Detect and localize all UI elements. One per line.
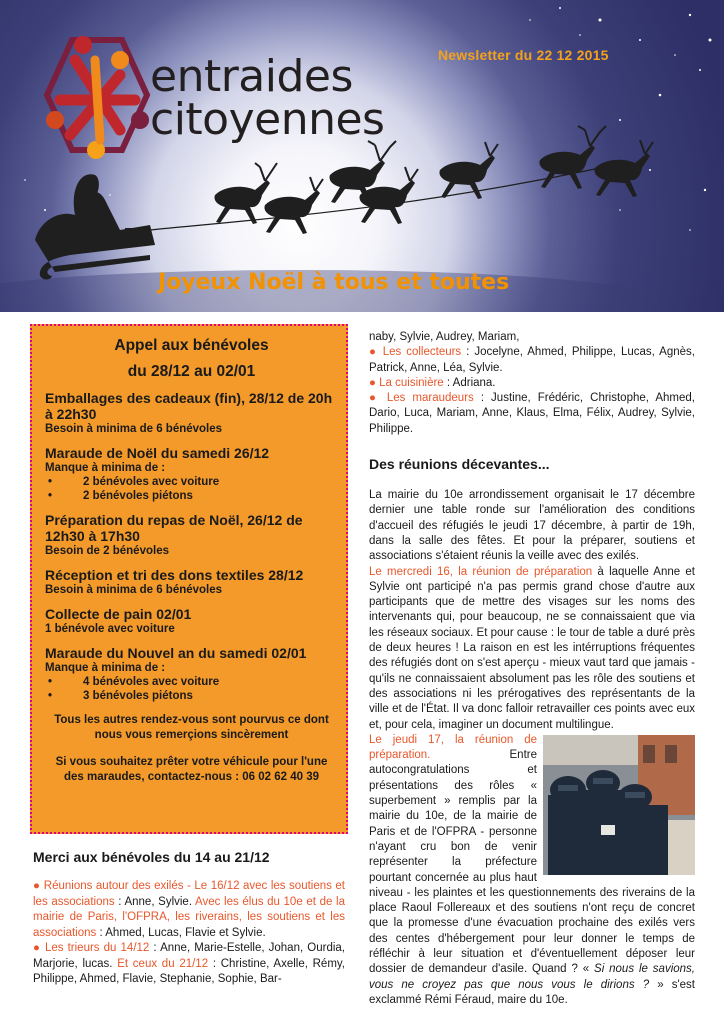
thanks-sorters-paragraph	[33, 941, 345, 988]
thursday-meeting-label: Le jeudi 17, la réunion de préparation.	[369, 733, 537, 762]
continued-names: naby, Sylvie, Audrey, Mariam,	[369, 331, 520, 343]
thursday-meeting-end: » s'est exclammé Rémi Féraud, maire du 10e.	[369, 978, 696, 1006]
meetings-section-title: Des réunions décevantes...	[369, 456, 550, 473]
christmas-greeting: Joyeux Noël à tous et toutes	[158, 270, 510, 295]
collectors-paragraph	[369, 345, 695, 376]
sleigh-silhouette	[35, 174, 155, 279]
officials-names: : Ahmed, Lucas, Flavie et Sylvie.	[96, 926, 266, 939]
event-needs-list	[45, 475, 338, 503]
appeal-title: Appel aux bénévoles	[114, 337, 269, 354]
patrol-paragraph	[369, 391, 695, 437]
right-column	[369, 330, 695, 1008]
thanks-section-title: Merci aux bénévoles du 14 au 21/12	[33, 849, 270, 865]
patrol-label: ● Les maraudeurs	[369, 392, 474, 405]
cook-label: ● La cuisinière	[369, 376, 444, 389]
article-paragraph-2	[369, 565, 695, 733]
wednesday-meeting-label: Le mercredi 16, la réunion de préparation	[369, 565, 593, 578]
thanks-section-body	[33, 879, 345, 988]
newsletter-header	[0, 0, 724, 312]
event-textile-sorting	[45, 567, 338, 597]
collectors-label: ● Les collecteurs	[369, 346, 462, 359]
wednesday-meeting-text: à laquelle Anne et Sylvie ont participé n'a pas permis grand chose d'autre aux participants que de mettre des visages sur les noms des intervenants qui, pour beaucoup, ne se connaissaient que via les réseaux sociaux. Et pour cause : le tour de table a duré près de deux heures ! La raison en est les intérruptions fréquentes des réfugiés dont on s'est aperçu - mieux vaut tard que jamais - qu'ils ne connaissaient absolument pas les rôle des soutiens et des associations ni les prérogatives des représentants de la ville et de l'État. Il va donc falloir retravailler ces points avec eux et, pour cela, imaginer un document multilingue.	[369, 565, 695, 731]
event-note: Besoin de 2 bénévoles	[45, 545, 169, 557]
event-christmas-meal	[45, 512, 338, 558]
santa-sleigh-illustration	[0, 0, 724, 312]
meetings-label: ● Réunions autour des exilés - Le 16/12 avec les soutiens et les associations	[33, 880, 345, 908]
article-paragraph-1: La mairie du 10e arrondissement organisait le 17 décembre dernier une table ronde sur l'amélioration des conditions d'accueil des réfugiés le jeudi 17 décembre, à partir de 19h, dans la salle des fêtes. Et pour la préparer, soutiens et associations s'étaient réunis la veille avec des exilés.	[369, 489, 695, 563]
event-note: 1 bénévole avec voiture	[45, 623, 175, 635]
appeal-dates: du 28/12 au 02/01	[127, 363, 256, 380]
sorters-names: : Anne, Marie-Estelle, Johan, Ourdia, Marjorie, lucas.	[33, 942, 345, 970]
event-note: Besoin à minima de 6 bénévoles	[45, 423, 223, 435]
newsletter-date: Newsletter du 22 12 2015	[438, 47, 609, 63]
brand-wordmark	[150, 51, 385, 145]
sorters-21-label: Et ceux du 21/12	[117, 957, 209, 970]
list-item: • 3 bénévoles piétons	[45, 689, 338, 703]
event-note: Manque à minima de :	[45, 662, 166, 674]
sorters-label: ● Les trieurs du 14/12	[33, 942, 150, 954]
event-title: Préparation du repas de Noël, 26/12 de 12h30 à 17h30	[45, 512, 303, 544]
list-item: • 2 bénévoles avec voiture	[45, 475, 338, 489]
event-note: Manque à minima de :	[45, 462, 166, 474]
collectors-names: : Jocelyne, Ahmed, Philippe, Lucas, Agnès, Patrick, Anne, Léa, Sylvie.	[369, 346, 695, 374]
event-bread-collection	[45, 606, 338, 636]
officials-label: Avec les élus du 10e et de la mairie de Paris, l'OFPRA, les riverains, les soutiens et les associations	[33, 895, 345, 939]
mayor-quote: Si nous le savions, vous ne croyez pas que nous vous le dirions ?	[369, 963, 695, 991]
vehicle-contact-text: Si vous souhaitez prêter votre véhicule pour l'une des maraudes, contactez-nous : 06 02 62 40 39	[55, 756, 328, 783]
meetings-names: : Anne, Sylvie.	[114, 895, 196, 908]
event-title: Emballages des cadeaux (fin), 28/12 de 20h à 22h30	[45, 390, 333, 422]
patrol-names: : Justine, Frédéric, Christophe, Ahmed, Dario, Luca, Mariam, Anne, Klaus, Elma, Félix, Audrey, Sylvie, Philippe.	[369, 392, 695, 435]
event-title: Maraude du Nouvel an du samedi 02/01	[45, 645, 307, 661]
event-new-year-patrol	[45, 645, 338, 703]
list-item: • 2 bénévoles piétons	[45, 489, 338, 503]
cook-names: : Adriana.	[443, 376, 496, 389]
cook-paragraph	[369, 376, 695, 391]
appeal-closing-text: Tous les autres rendez-vous sont pourvus ce dont nous vous remerçions sincèrement	[54, 714, 329, 741]
event-needs-list	[45, 675, 338, 703]
sorters-21-names: : Christine, Axelle, Rémy, Philippe, Ahmed, Flavie, Stephanie, Sophie, Bar-	[33, 957, 346, 985]
entraides-logo-icon	[46, 36, 149, 159]
article-paragraph-3	[369, 733, 695, 1008]
thanks-meetings-paragraph	[33, 879, 345, 941]
event-title: Collecte de pain 02/01	[45, 606, 192, 622]
list-item: • 4 bénévoles avec voiture	[45, 675, 338, 689]
brand-line-2: citoyennes	[150, 94, 385, 145]
brand-line-1: entraides	[150, 51, 353, 102]
volunteer-appeal-box	[30, 324, 348, 834]
event-title: Maraude de Noël du samedi 26/12	[45, 445, 270, 461]
event-gift-wrapping	[45, 390, 338, 436]
event-christmas-patrol	[45, 445, 338, 503]
event-note: Besoin à minima de 6 bénévoles	[45, 584, 223, 596]
event-title: Réception et tri des dons textiles 28/12	[45, 567, 304, 583]
police-photo	[543, 735, 695, 875]
thursday-meeting-text: Entre autocongratulations et présentations des rôles « superbement » remplis par la mairie du 10e, de la mairie de Paris et de l'OFPRA - personne n'ayant cru bon de venir représenter la préfecture pourtant concernée au plus haut niveau - les plaintes et les questionnements des riverains de la place Raoul Follereaux et des soutiens n'ont reçu de concret que la promesse d'une évacuation prochaine des exilés vers des centes d'hébergement pour leur donner le temps de réfléchir à leur situation et d'éventuellement déposer leur dossier de demandeur d'asile. Quand ? «	[369, 749, 695, 976]
